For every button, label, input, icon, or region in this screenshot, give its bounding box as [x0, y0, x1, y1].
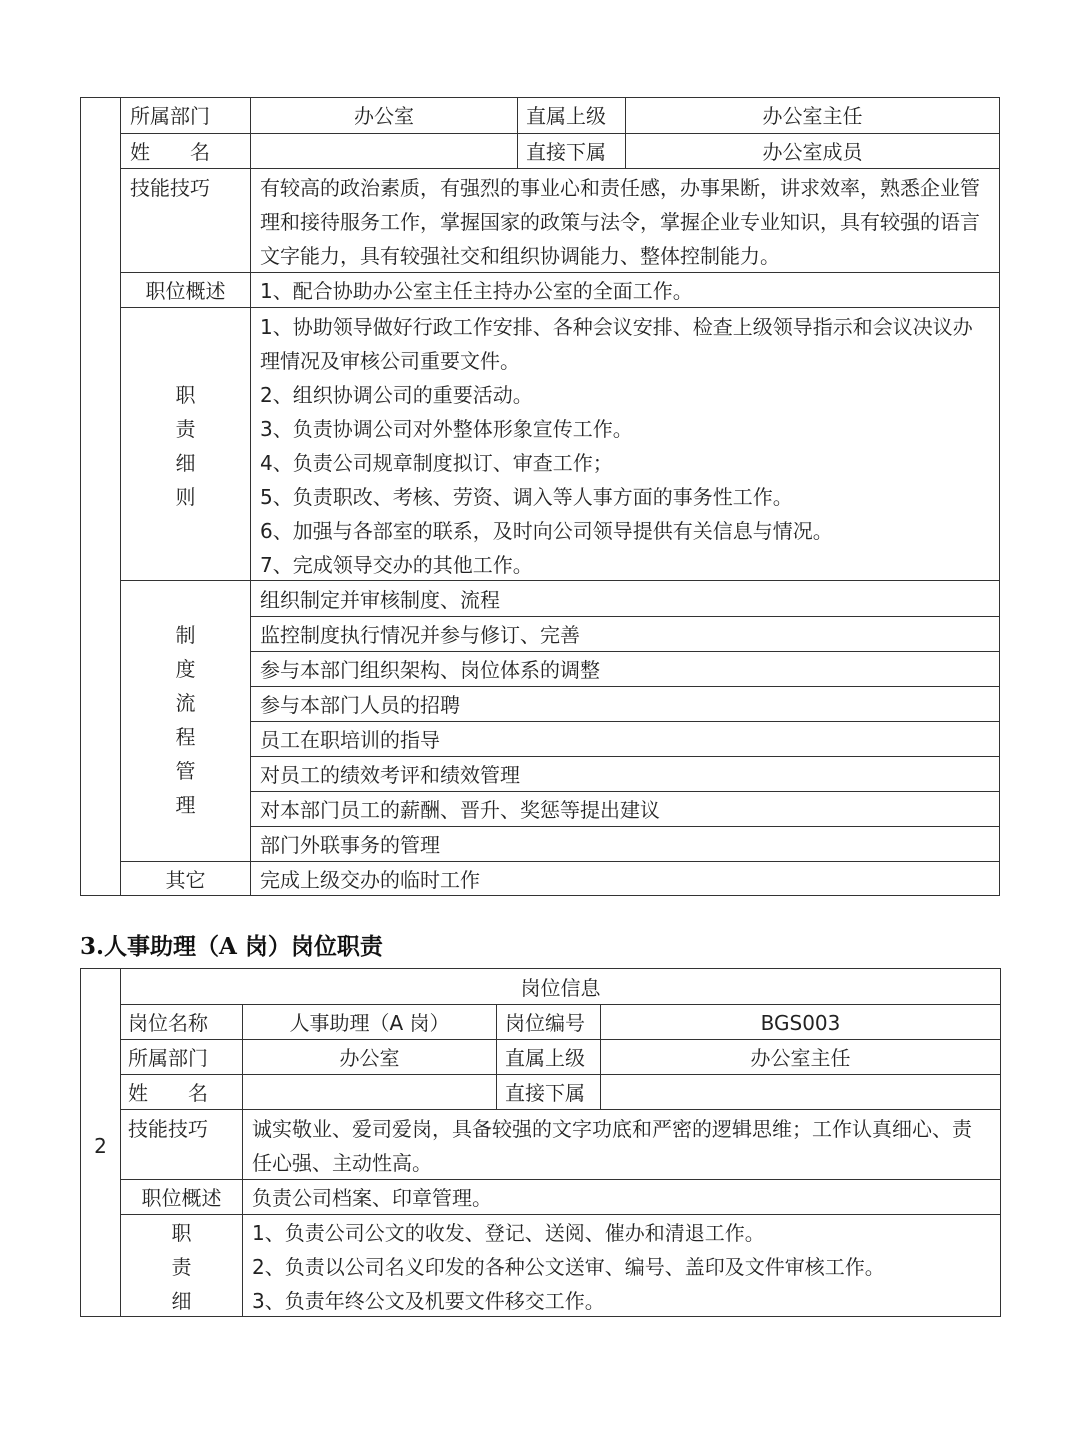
duty-line: 6、加强与各部室的联系，及时向公司领导提供有关信息与情况。 — [260, 519, 833, 543]
process-label-char: 理 — [175, 793, 196, 817]
process-label-char: 程 — [175, 725, 196, 749]
section-heading: 3.人事助理（A 岗）岗位职责 — [80, 933, 383, 960]
duty-line: 2、负责以公司名义印发的各种公文送审、编号、盖印及文件审核工作。 — [252, 1255, 885, 1279]
duty-line: 1、负责公司公文的收发、登记、送阅、催办和清退工作。 — [252, 1221, 765, 1245]
duty-line: 7、完成领导交办的其他工作。 — [260, 553, 533, 577]
superior-value: 办公室主任 — [762, 104, 863, 128]
name-label: 姓 名 — [128, 1081, 208, 1105]
duties-label-char: 责 — [171, 1255, 192, 1279]
duties-label-char: 职 — [175, 383, 196, 407]
dept-label: 所属部门 — [128, 1046, 208, 1070]
process-item: 对本部门员工的薪酬、晋升、奖惩等提出建议 — [260, 798, 660, 822]
superior-label: 直属上级 — [505, 1046, 585, 1070]
position-code-label: 岗位编号 — [505, 1011, 585, 1035]
other-value: 完成上级交办的临时工作 — [260, 868, 480, 892]
overview-label: 职位概述 — [141, 1186, 222, 1210]
duty-line: 3、负责协调公司对外整体形象宣传工作。 — [260, 417, 633, 441]
name-label: 姓 名 — [130, 140, 210, 164]
position-code-value: BGS003 — [760, 1011, 841, 1035]
duties-label-char: 细 — [171, 1289, 192, 1313]
superior-value: 办公室主任 — [750, 1046, 851, 1070]
subordinate-label: 直接下属 — [526, 140, 606, 164]
process-item: 组织制定并审核制度、流程 — [260, 588, 500, 612]
dept-value: 办公室 — [339, 1046, 400, 1070]
skills-line: 有较高的政治素质，有强烈的事业心和责任感，办事果断，讲求效率，熟悉企业管 — [260, 176, 980, 200]
duty-line: 1、协助领导做好行政工作安排、各种会议安排、检查上级领导指示和会议决议办 — [260, 315, 973, 339]
duties-label-char: 则 — [175, 485, 196, 509]
subordinate-value: 办公室成员 — [762, 140, 863, 164]
dept-label: 所属部门 — [130, 104, 210, 128]
duty-line: 理情况及审核公司重要文件。 — [260, 349, 520, 373]
process-item: 参与本部门组织架构、岗位体系的调整 — [260, 658, 600, 682]
process-item: 对员工的绩效考评和绩效管理 — [260, 763, 520, 787]
overview-value: 负责公司档案、印章管理。 — [252, 1186, 492, 1210]
process-label-char: 制 — [175, 623, 196, 647]
process-item: 监控制度执行情况并参与修订、完善 — [260, 623, 580, 647]
process-item: 员工在职培训的指导 — [260, 728, 440, 752]
dept-value: 办公室 — [354, 104, 414, 128]
skills-label: 技能技巧 — [128, 1117, 208, 1141]
other-label: 其它 — [165, 868, 206, 892]
duty-line: 3、负责年终公文及机要文件移交工作。 — [252, 1289, 605, 1313]
skills-line: 诚实敬业、爱司爱岗，具备较强的文字功底和严密的逻辑思维；工作认真细心、责 — [252, 1117, 972, 1141]
table-header: 岗位信息 — [520, 976, 601, 1000]
duty-line: 4、负责公司规章制度拟订、审查工作； — [260, 451, 613, 475]
superior-label: 直属上级 — [526, 104, 606, 128]
skills-line: 理和接待服务工作，掌握国家的政策与法令，掌握企业专业知识，具有较强的语言 — [260, 210, 980, 234]
skills-line: 任心强、主动性高。 — [252, 1151, 432, 1175]
process-label-char: 管 — [175, 759, 196, 783]
position-name-value: 人事助理（A 岗） — [289, 1011, 450, 1035]
process-item: 参与本部门人员的招聘 — [260, 693, 460, 717]
duties-label-char: 细 — [175, 451, 196, 475]
overview-label: 职位概述 — [145, 279, 226, 303]
process-label-char: 流 — [175, 691, 196, 715]
position-name-label: 岗位名称 — [128, 1011, 208, 1035]
process-item: 部门外联事务的管理 — [260, 833, 440, 857]
row-number: 2 — [94, 1134, 107, 1158]
duty-line: 5、负责职改、考核、劳资、调入等人事方面的事务性工作。 — [260, 485, 793, 509]
skills-line: 文字能力，具有较强社交和组织协调能力、整体控制能力。 — [260, 244, 780, 268]
duties-label-char: 职 — [171, 1221, 192, 1245]
duty-line: 2、组织协调公司的重要活动。 — [260, 383, 533, 407]
process-label-char: 度 — [175, 657, 196, 681]
overview-value: 1、配合协助办公室主任主持办公室的全面工作。 — [260, 279, 693, 303]
skills-label: 技能技巧 — [130, 176, 210, 200]
duties-label-char: 责 — [175, 417, 196, 441]
subordinate-label: 直接下属 — [505, 1081, 585, 1105]
